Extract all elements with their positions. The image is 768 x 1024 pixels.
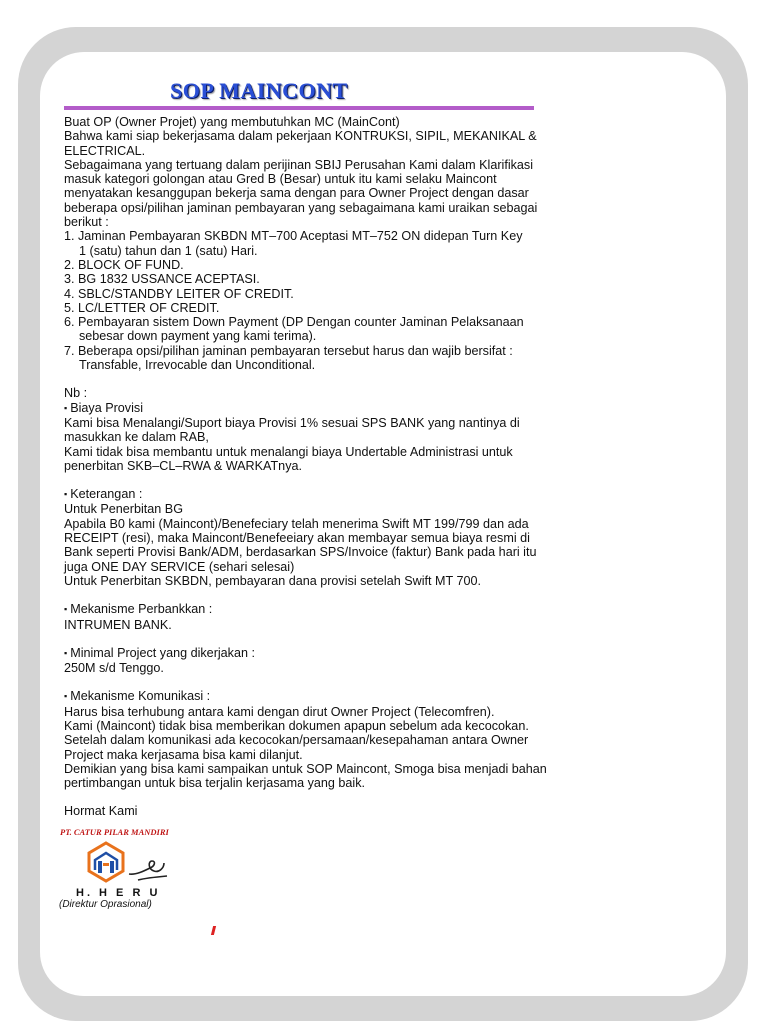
intro-line: Sebagaimana yang tertuang dalam perijinan SBIJ Perusahan Kami dalam Klarifikasi [64,157,534,172]
option-item: 2. BLOCK OF FUND. [64,257,184,272]
section-heading [64,487,564,502]
perbankan-section [64,602,564,632]
bullet-icon: ▪ [64,489,68,500]
option-item: 4. SBLC/STANDBY LEITER OF CREDIT. [64,286,294,301]
bullet-icon: ▪ [64,647,68,658]
option-item: 3. BG 1832 USSANCE ACEPTASI. [64,272,260,287]
section-line: Harus bisa terhubung antara kami dengan dirut Owner Project (Telecomfren). [64,704,495,719]
bullet-icon: ▪ [64,402,68,413]
section-line: Untuk Penerbitan BG [64,502,184,517]
intro-line: beberapa opsi/pilihan jaminan pembayaran yang sebagaimana kami uraikan sebagai [64,200,538,215]
section-line: Demikian yang bisa kami sampaikan untuk SOP Maincont, Smoga bisa menjadi bahan [64,761,547,776]
section-line: 250M s/d Tenggo. [64,661,164,676]
signature-icon [126,854,170,884]
intro-line: ELECTRICAL. [64,143,146,158]
spacer [64,372,564,386]
section-line: Setelah dalam komunikasi ada kecocokan/persamaan/kesepahaman antara Owner [64,733,529,748]
spacer [64,632,564,646]
document-body [64,115,564,819]
minimal-project-section [64,646,564,676]
bullet-icon: ▪ [64,691,68,702]
section-line: juga ONE DAY SERVICE (sehari selesai) [64,559,295,574]
option-item: 7. Beberapa opsi/pilihan jaminan pembayaran tersebut harus dan wajib bersifat : [64,343,513,358]
section-heading [64,602,564,617]
section-line: Project maka kerjasama bisa kami dilanjut. [64,747,303,762]
option-item-continued: 1 (satu) tahun dan 1 (satu) Hari. [79,243,258,258]
section-line: Apabila B0 kami (Maincont)/Benefeciary telah menerima Swift MT 199/799 dan ada [64,516,529,531]
section-heading [64,401,564,416]
section-line: Bank seperti Provisi Bank/ADM, berdasarkan SPS/Invoice (faktur) Bank pada hari itu [64,545,537,560]
company-name: PT. CATUR PILAR MANDIRI [60,827,169,837]
keterangan-section [64,487,564,588]
closing-greeting: Hormat Kami [64,804,138,819]
intro-line: Buat OP (Owner Projet) yang membutuhkan MC (MainCont) [64,115,400,129]
bullet-icon: ▪ [64,604,68,615]
section-line: pertimbangan untuk bisa terjalin kerjasama yang baik. [64,776,366,791]
section-line: Kami bisa Menalangi/Suport biaya Provisi 1% sesuai SPS BANK yang nantinya di [64,415,520,430]
section-line: INTRUMEN BANK. [64,617,172,632]
option-item: 5. LC/LETTER OF CREDIT. [64,300,220,315]
payment-options-list [64,229,564,372]
document-title: SOP MAINCONT [170,78,348,103]
section-line: Kami tidak bisa membantu untuk menalangi biaya Undertable Administrasi untuk [64,444,513,459]
option-item: 1. Jaminan Pembayaran SKBDN MT–700 Aceptasi MT–752 ON didepan Turn Key [64,229,523,244]
option-item: 6. Pembayaran sistem Down Payment (DP Dengan counter Jaminan Pelaksanaan [64,315,524,330]
intro-line: masuk kategori golongan atau Gred B (Besar) untuk itu kami selaku Maincont [64,172,497,187]
signer-name: H. H E R U [76,887,161,899]
intro-line: Bahwa kami siap bekerjasama dalam pekerjaan KONTRUKSI, SIPIL, MEKANIKAL & [64,129,537,144]
spacer [64,473,564,487]
heading-text: Biaya Provisi [70,400,143,415]
nb-label: Nb : [64,386,88,401]
section-line: RECEIPT (resi), maka Maincont/Benefeeiary akan membayar semua biaya resmi di [64,531,530,546]
section-line: Untuk Penerbitan SKBDN, pembayaran dana provisi setelah Swift MT 700. [64,573,481,588]
heading-text: Mekanisme Komunikasi : [70,689,211,704]
title-underline [64,106,534,110]
intro-section [64,115,564,229]
spacer [64,790,564,804]
intro-line: menyatakan kesanggupan bekerja sama dengan para Owner Project dengan dasar [64,186,529,201]
heading-text: Keterangan : [70,487,143,502]
option-item-continued: sebesar down payment yang kami terima). [79,329,317,344]
heading-text: Mekanisme Perbankkan : [70,602,213,617]
spacer [64,588,564,602]
section-line: Kami (Maincont) tidak bisa memberikan dokumen apapun sebelum ada kecocokan. [64,718,529,733]
komunikasi-section [64,689,564,790]
spacer [64,675,564,689]
section-line: penerbitan SKB–CL–RWA & WARKATnya. [64,458,302,473]
biaya-provisi-section [64,401,564,473]
section-heading [64,646,564,661]
section-heading [64,689,564,704]
section-line: masukkan ke dalam RAB, [64,430,209,445]
heading-text: Minimal Project yang dikerjakan : [70,645,255,660]
pillar-house-logo-icon [84,840,128,884]
intro-line: berikut : [64,215,109,230]
signer-title: (Direktur Oprasional) [59,899,152,910]
option-item-continued: Transfable, Irrevocable dan Unconditional. [79,358,316,373]
